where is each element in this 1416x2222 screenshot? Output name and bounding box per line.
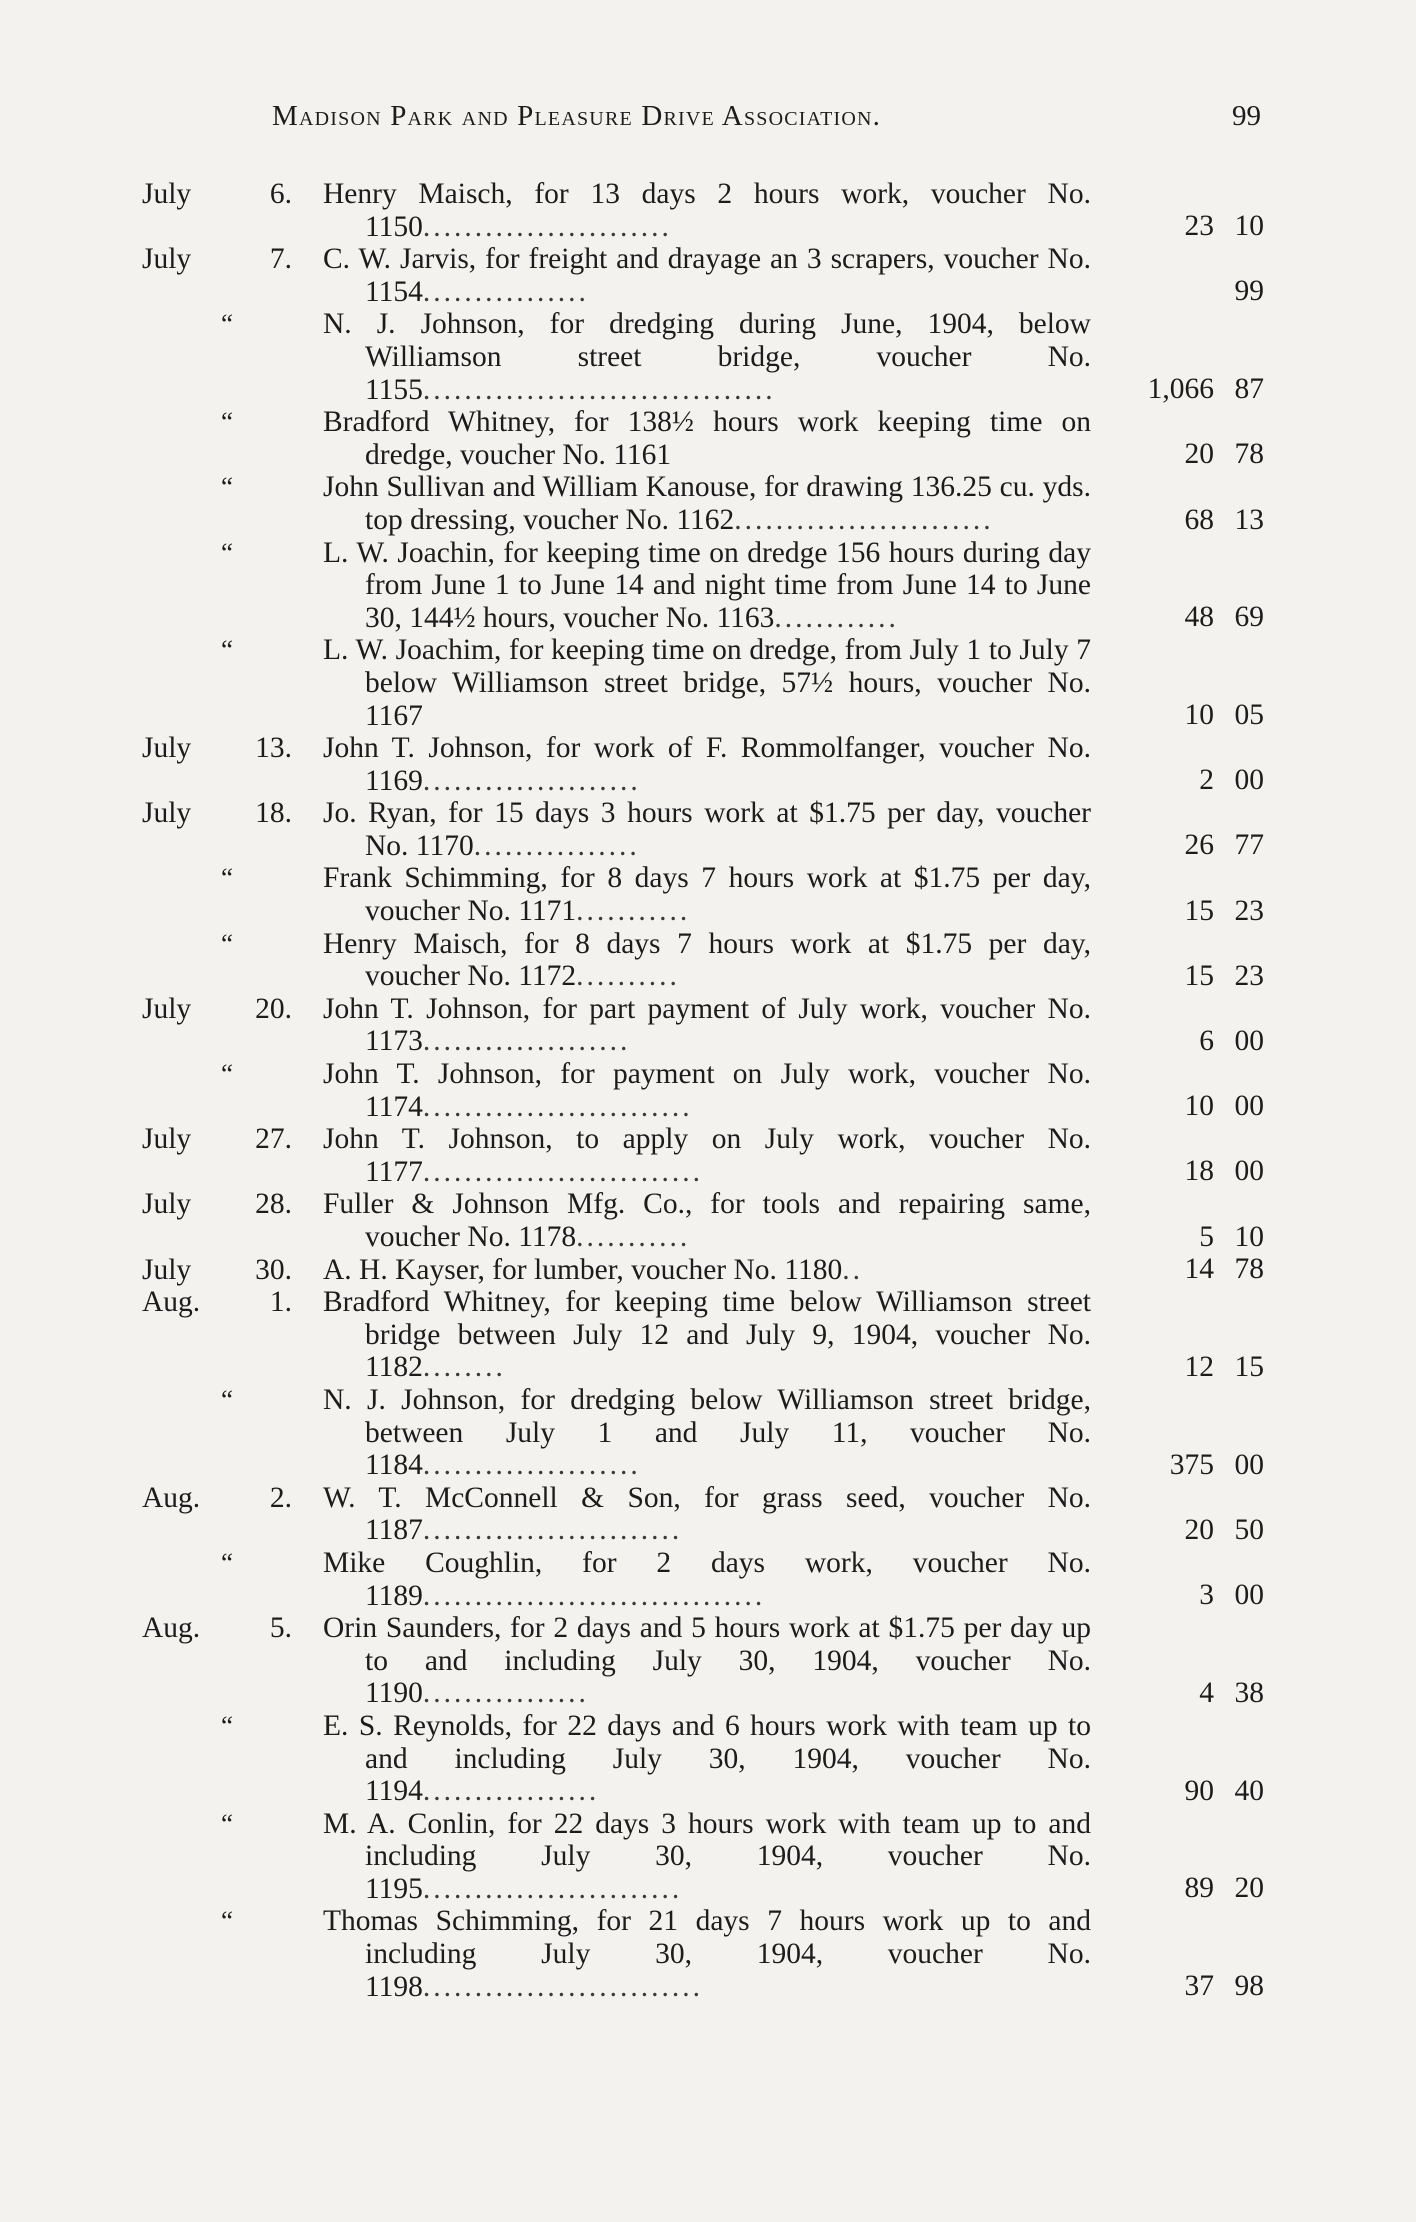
entry-description <box>323 406 1091 471</box>
entry-description <box>323 862 1091 927</box>
entry-description <box>323 1384 1091 1482</box>
amount-cents: 00 <box>1234 1448 1264 1481</box>
ditto-mark: “ <box>221 472 233 503</box>
entry-text: Jo. Ryan, for 15 days 3 hours work at $1.75 per day, voucher No. 1170 <box>323 797 1091 862</box>
amount-dollars: 12 <box>1184 1350 1214 1383</box>
entry-day: 18. <box>255 797 292 830</box>
amount-dollars: 3 <box>1199 1579 1214 1612</box>
entry-text: A. H. Kayser, for lumber, voucher No. 1180 <box>323 1253 843 1286</box>
dot-leader: ..................... <box>422 1449 641 1482</box>
entry-text: John T. Johnson, for payment on July work, voucher No. 1174 <box>323 1058 1091 1123</box>
amount-dollars: 2 <box>1199 764 1214 797</box>
amount-cents: 00 <box>1234 1579 1264 1612</box>
dot-leader: ................................. <box>422 1579 766 1612</box>
entry-amount <box>1185 699 1265 732</box>
entry-amount <box>1199 1025 1264 1058</box>
amount-cents: 99 <box>1234 275 1264 308</box>
entry-amount <box>1199 1677 1264 1710</box>
ledger-row <box>0 797 1416 862</box>
entry-month: Aug. <box>142 1481 201 1514</box>
entry-amount <box>1185 1970 1265 2003</box>
page-number: 99 <box>1232 100 1261 132</box>
entry-amount <box>1199 1221 1264 1254</box>
amount-dollars: 68 <box>1184 503 1214 536</box>
entry-description <box>323 1808 1091 1906</box>
dot-leader: ................. <box>422 1775 600 1808</box>
entry-text: Mike Coughlin, for 2 days work, voucher No. 1189 <box>323 1546 1091 1612</box>
entry-text: John T. Johnson, to apply on July work, voucher No. 1177 <box>323 1123 1091 1188</box>
amount-cents: 00 <box>1234 1025 1264 1058</box>
ledger-row <box>0 406 1416 471</box>
ledger-row <box>0 634 1416 732</box>
entry-description <box>323 1058 1091 1123</box>
amount-cents: 98 <box>1234 1970 1264 2003</box>
entry-month: Aug. <box>142 1612 201 1645</box>
entry-date <box>142 1710 292 1743</box>
dot-leader: ......................... <box>422 1514 683 1547</box>
dot-leader: .................... <box>422 1025 631 1058</box>
entry-date <box>142 1482 292 1515</box>
entry-text: N. J. Johnson, for dredging below Williamson street bridge, between July 1 and July 11, voucher No. 1184 <box>323 1383 1091 1482</box>
entry-day: 2. <box>269 1481 292 1514</box>
entry-description <box>323 1254 1091 1287</box>
entry-description <box>323 1612 1091 1710</box>
entry-date <box>142 471 292 504</box>
ledger-row <box>0 1384 1416 1482</box>
entry-amount <box>1185 1351 1265 1384</box>
ledger-row <box>0 308 1416 406</box>
ditto-mark: “ <box>221 1547 233 1578</box>
entry-month: July <box>142 732 192 765</box>
ledger-row <box>0 1286 1416 1384</box>
amount-dollars: 18 <box>1184 1155 1214 1188</box>
amount-cents: 77 <box>1234 829 1264 862</box>
dot-leader: ........................... <box>422 1155 704 1188</box>
ledger-row <box>0 1547 1416 1612</box>
entry-date <box>142 308 292 341</box>
entry-month: July <box>142 1253 192 1286</box>
entry-text: Thomas Schimming, for 21 days 7 hours work up to and including July 30, 1904, voucher No. 1198 <box>323 1905 1091 2003</box>
ledger-entries <box>0 178 1416 2003</box>
ledger-row <box>0 243 1416 308</box>
dot-leader: ................ <box>473 829 640 862</box>
entry-text: C. W. Jarvis, for freight and drayage an 3 scrapers, voucher No. 1154 <box>323 243 1091 308</box>
ledger-row <box>0 732 1416 797</box>
entry-month: July <box>142 178 192 210</box>
dot-leader: .......................... <box>422 1090 693 1123</box>
dot-leader: ........... <box>576 895 691 928</box>
amount-dollars: 5 <box>1199 1220 1214 1253</box>
entry-text: L. W. Joachim, for keeping time on dredge, from July 1 to July 7 below Williamson street bridge, 57½ hours, voucher No. 1167 <box>323 634 1091 732</box>
dot-leader: ........................ <box>422 210 672 243</box>
amount-cents: 78 <box>1234 438 1264 471</box>
entry-text: Bradford Whitney, for 138½ hours work keeping time on dredge, voucher No. 1161 <box>323 406 1091 471</box>
amount-cents: 40 <box>1234 1774 1264 1807</box>
ditto-mark: “ <box>221 1384 233 1415</box>
amount-cents: 05 <box>1234 699 1264 732</box>
entry-description <box>323 308 1091 406</box>
entry-description <box>323 243 1091 308</box>
entry-amount <box>1185 1514 1265 1547</box>
dot-leader: ......................... <box>734 503 994 536</box>
ditto-mark: “ <box>221 1808 233 1839</box>
entry-day: 30. <box>255 1253 292 1286</box>
amount-dollars: 1,066 <box>1147 373 1214 406</box>
entry-text: L. W. Joachin, for keeping time on dredge 156 hours during day from June 1 to June 14 and night time from June 14 to June 30, 144½ hours, voucher No. 1163 <box>323 536 1091 634</box>
entry-date <box>142 1123 292 1156</box>
ledger-row <box>0 1612 1416 1710</box>
entry-date <box>142 178 292 211</box>
entry-amount <box>1148 373 1264 406</box>
entry-description <box>323 471 1091 536</box>
ledger-row <box>0 1905 1416 2003</box>
entry-day: 13. <box>255 732 292 765</box>
ledger-row <box>0 1808 1416 1906</box>
ledger-row <box>0 1254 1416 1287</box>
amount-dollars: 15 <box>1184 894 1214 927</box>
ditto-mark: “ <box>221 863 233 894</box>
entry-date <box>142 928 292 961</box>
entry-month: July <box>142 797 192 830</box>
entry-date <box>142 406 292 439</box>
dot-leader: .................................. <box>422 373 776 406</box>
entry-description <box>323 928 1091 993</box>
amount-cents: 00 <box>1234 1155 1264 1188</box>
entry-day: 7. <box>269 243 292 276</box>
amount-cents: 87 <box>1234 373 1264 406</box>
amount-cents: 13 <box>1234 503 1264 536</box>
dot-leader: ............ <box>774 601 899 634</box>
entry-amount <box>1185 601 1265 634</box>
entry-text: John T. Johnson, for work of F. Rommolfanger, voucher No. 1169 <box>323 732 1091 797</box>
entry-description <box>323 1710 1091 1808</box>
dot-leader: ......................... <box>422 1872 683 1905</box>
entry-date <box>142 1547 292 1580</box>
entry-description <box>323 1123 1091 1188</box>
amount-dollars: 20 <box>1184 1513 1214 1546</box>
entry-description <box>323 732 1091 797</box>
dot-leader: ........................... <box>422 1970 704 2003</box>
entry-amount <box>1185 1253 1265 1286</box>
entry-date <box>142 1384 292 1417</box>
entry-month: July <box>142 243 192 276</box>
entry-date <box>142 1808 292 1841</box>
amount-dollars: 4 <box>1199 1676 1214 1709</box>
ledger-row <box>0 1710 1416 1808</box>
entry-month: July <box>142 992 192 1025</box>
ditto-mark: “ <box>221 1710 233 1741</box>
entry-month: Aug. <box>142 1286 201 1319</box>
entry-date <box>142 993 292 1026</box>
entry-date <box>142 1905 292 1938</box>
ledger-row <box>0 1482 1416 1547</box>
entry-date <box>142 243 292 276</box>
amount-cents: 78 <box>1234 1253 1264 1286</box>
amount-dollars: 10 <box>1184 1090 1214 1123</box>
ditto-mark: “ <box>221 1906 233 1937</box>
entry-month: July <box>142 1188 192 1221</box>
entry-description <box>323 634 1091 732</box>
entry-text: W. T. McConnell & Son, for grass seed, voucher No. 1187 <box>323 1481 1091 1547</box>
entry-date <box>142 797 292 830</box>
amount-dollars: 14 <box>1184 1253 1214 1286</box>
amount-dollars: 15 <box>1184 959 1214 992</box>
entry-date <box>142 1612 292 1645</box>
ditto-mark: “ <box>221 635 233 666</box>
entry-amount <box>1185 504 1265 537</box>
ledger-row <box>0 178 1416 243</box>
ditto-mark: “ <box>221 537 233 568</box>
amount-cents: 23 <box>1234 959 1264 992</box>
amount-dollars: 37 <box>1184 1970 1214 2003</box>
ditto-mark: “ <box>221 309 233 340</box>
entry-day: 27. <box>255 1123 292 1156</box>
entry-amount <box>1185 1872 1265 1905</box>
entry-text: Fuller & Johnson Mfg. Co., for tools and repairing same, voucher No. 1178 <box>323 1188 1091 1253</box>
entry-text: Henry Maisch, for 8 days 7 hours work at $1.75 per day, voucher No. 1172 <box>323 927 1091 993</box>
dot-leader: ........... <box>576 1221 691 1253</box>
entry-description <box>323 1482 1091 1547</box>
entry-description <box>323 1286 1091 1384</box>
amount-dollars: 26 <box>1184 829 1214 862</box>
entry-day: 5. <box>269 1612 292 1645</box>
entry-date <box>142 862 292 895</box>
entry-amount <box>1185 1775 1265 1808</box>
ditto-mark: “ <box>221 407 233 438</box>
amount-cents: 15 <box>1234 1350 1264 1383</box>
entry-date <box>142 1286 292 1319</box>
entry-amount <box>1185 960 1265 993</box>
entry-date <box>142 537 292 570</box>
amount-cents: 38 <box>1234 1676 1264 1709</box>
ledger-row <box>0 1123 1416 1188</box>
entry-description <box>323 178 1091 243</box>
ledger-row <box>0 862 1416 927</box>
dot-leader: ................ <box>422 1677 589 1710</box>
amount-cents: 20 <box>1234 1872 1264 1905</box>
amount-cents: 69 <box>1234 601 1264 634</box>
ledger-row <box>0 537 1416 635</box>
running-head: Madison Park and Pleasure Drive Association. <box>272 100 882 132</box>
entry-date <box>142 732 292 765</box>
entry-text: Henry Maisch, for 13 days 2 hours work, voucher No. 1150 <box>323 178 1091 243</box>
entry-date <box>142 634 292 667</box>
entry-date <box>142 1254 292 1287</box>
entry-amount <box>1185 210 1265 243</box>
dot-leader: .......... <box>576 960 680 993</box>
amount-dollars: 89 <box>1184 1872 1214 1905</box>
entry-text: Frank Schimming, for 8 days 7 hours work at $1.75 per day, voucher No. 1171 <box>323 862 1091 928</box>
entry-day: 1. <box>269 1286 292 1319</box>
entry-text: N. J. Johnson, for dredging during June, 1904, below Williamson street bridge, voucher No. 1155 <box>323 308 1091 406</box>
entry-day: 20. <box>255 992 292 1025</box>
entry-text: Bradford Whitney, for keeping time below Williamson street bridge between July 12 and July 9, 1904, voucher No. 1182 <box>323 1286 1091 1384</box>
amount-cents: 23 <box>1234 894 1264 927</box>
entry-amount <box>1185 829 1265 862</box>
entry-amount <box>1185 1155 1265 1188</box>
entry-amount <box>1199 764 1264 797</box>
entry-text: E. S. Reynolds, for 22 days and 6 hours work with team up to and including July 30, 1904, voucher No. 1194 <box>323 1709 1091 1808</box>
ledger-row <box>0 471 1416 536</box>
entry-date <box>142 1058 292 1091</box>
ditto-mark: “ <box>221 928 233 959</box>
amount-cents: 10 <box>1234 210 1264 243</box>
entry-description <box>323 797 1091 862</box>
amount-cents: 10 <box>1234 1220 1264 1253</box>
entry-day: 28. <box>255 1188 292 1221</box>
entry-description <box>323 993 1091 1058</box>
entry-amount <box>1185 895 1265 928</box>
entry-text: Orin Saunders, for 2 days and 5 hours work at $1.75 per day up to and including July 30, 1904, voucher No. 1190 <box>323 1612 1091 1710</box>
amount-dollars: 48 <box>1184 601 1214 634</box>
amount-cents: 50 <box>1234 1513 1264 1546</box>
ledger-row <box>0 928 1416 993</box>
entry-month: July <box>142 1123 192 1156</box>
entry-amount <box>1185 438 1265 471</box>
entry-day: 6. <box>269 178 292 210</box>
amount-dollars: 20 <box>1184 438 1214 471</box>
amount-cents: 00 <box>1234 764 1264 797</box>
amount-dollars: 90 <box>1184 1774 1214 1807</box>
amount-dollars: 10 <box>1184 699 1214 732</box>
amount-dollars: 23 <box>1184 210 1214 243</box>
dot-leader: .. <box>842 1253 863 1286</box>
ledger-row <box>0 1058 1416 1123</box>
entry-description <box>323 1547 1091 1612</box>
entry-amount <box>1185 1090 1265 1123</box>
entry-amount <box>1214 275 1264 308</box>
entry-amount <box>1170 1449 1264 1482</box>
entry-text: John Sullivan and William Kanouse, for drawing 136.25 cu. yds. top dressing, voucher No. 1162 <box>323 471 1091 536</box>
dot-leader: ........ <box>422 1351 506 1384</box>
ledger-row <box>0 1188 1416 1253</box>
ditto-mark: “ <box>221 1059 233 1090</box>
entry-date <box>142 1188 292 1221</box>
entry-text: M. A. Conlin, for 22 days 3 hours work with team up to and including July 30, 1904, voucher No. 1195 <box>323 1807 1091 1905</box>
entry-description <box>323 1188 1091 1253</box>
dot-leader: ..................... <box>422 764 641 797</box>
amount-cents: 00 <box>1234 1090 1264 1123</box>
entry-description <box>323 537 1091 635</box>
entry-description <box>323 1905 1091 2003</box>
ledger-row <box>0 993 1416 1058</box>
entry-text: John T. Johnson, for part payment of July work, voucher No. 1173 <box>323 992 1091 1058</box>
amount-dollars: 375 <box>1169 1448 1214 1481</box>
amount-dollars: 6 <box>1199 1025 1214 1058</box>
dot-leader: ................ <box>422 275 589 308</box>
entry-amount <box>1199 1579 1264 1612</box>
